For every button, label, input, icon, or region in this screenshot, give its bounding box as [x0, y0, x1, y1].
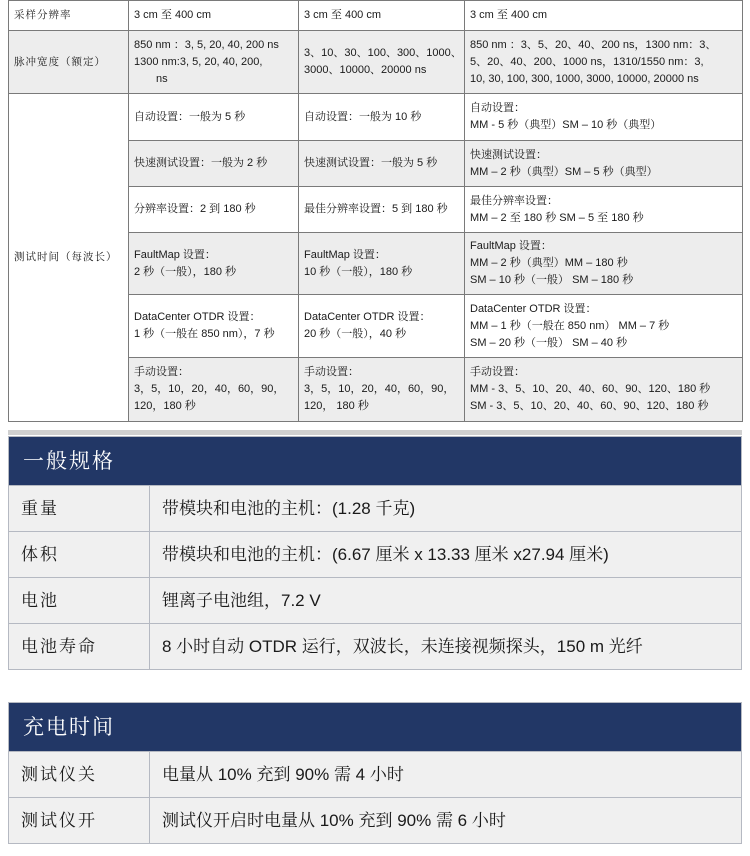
spec-key: 电池 [9, 578, 150, 623]
cell-line: SM – 10 秒（一般） SM – 180 秒 [470, 274, 634, 286]
cell-line: FaultMap 设置： [134, 248, 216, 261]
cell-line: 手动设置： [470, 366, 525, 378]
cell [465, 31, 743, 94]
cell [299, 187, 465, 233]
divider [8, 430, 742, 435]
spec-value: 带模块和电池的主机：(1.28 千克) [162, 499, 416, 518]
cell [299, 295, 465, 358]
row-label: 采样分辨率 [9, 1, 129, 31]
spec-row [9, 485, 741, 531]
cell-line: 快速测试设置：一般为 5 秒 [304, 157, 438, 169]
cell-line: 手动设置： [304, 366, 359, 378]
cell [299, 233, 465, 295]
cell [299, 31, 465, 94]
spec-row [9, 751, 741, 797]
cell-line: 20 秒（一般），40 秒 [304, 328, 407, 340]
cell-line: 最佳分辨率设置：5 到 180 秒 [304, 203, 448, 215]
spec-value: 带模块和电池的主机：(6.67 厘米 x 13.33 厘米 x27.94 厘米) [162, 545, 609, 564]
spec-row [9, 531, 741, 577]
cell-line: MM – 1 秒（一般在 850 nm） MM – 7 秒 [470, 319, 670, 332]
cell [129, 358, 299, 422]
cell-line: 自动设置： [470, 102, 525, 114]
spec-key: 重量 [9, 486, 150, 531]
cell-line: 120，180 秒 [134, 400, 196, 412]
spec-row [9, 623, 741, 669]
cell-line: 5、20、40、200、1000 ns，1310/1550 nm：3, [470, 55, 704, 68]
spec-value: 电量从 10% 充到 90% 需 4 小时 [162, 765, 404, 784]
cell-line: 120， 180 秒 [304, 400, 369, 412]
cell-line: FaultMap 设置： [470, 240, 552, 252]
cell: 3 cm 至 400 cm [299, 1, 465, 31]
cell: 3 cm 至 400 cm [465, 1, 743, 31]
cell [465, 94, 743, 141]
pulse-row [9, 31, 743, 94]
cell-line: 1300 nm:3, 5, 20, 40, 200, [134, 55, 263, 68]
cell-line: SM - 3、5、10、20、40、60、90、120、180 秒 [470, 400, 709, 412]
spec-row [9, 577, 741, 623]
row-label: 测试时间（每波长） [9, 94, 129, 422]
spec-row [9, 797, 741, 843]
cell-line: 3，5，10，20，40，60，90， [134, 383, 285, 395]
cell-line: 分辨率设置：2 到 180 秒 [134, 203, 256, 215]
spec-value: 锂离子电池组，7.2 V [162, 591, 321, 610]
cell-line: 3、10、30、100、300、1000、 [304, 47, 462, 59]
cell-line: 最佳分辨率设置： [470, 194, 558, 207]
cell-line: 自动设置：一般为 10 秒 [304, 110, 422, 123]
spec-value: 测试仪开启时电量从 10% 充到 90% 需 6 小时 [162, 811, 506, 830]
cell [129, 94, 299, 141]
spec-key: 测试仪关 [9, 752, 150, 797]
cell-line: 1 秒（一般在 850 nm），7 秒 [134, 328, 275, 340]
section-title: 充电时间 [9, 703, 741, 751]
cell [129, 187, 299, 233]
cell-line: 10, 30, 100, 300, 1000, 3000, 10000, 20000 ns [470, 72, 699, 85]
spec-key: 体积 [9, 532, 150, 577]
cell-line: FaultMap 设置： [304, 248, 386, 261]
cell-line: MM - 3、5、10、20、40、60、90、120、180 秒 [470, 383, 711, 395]
cell [129, 141, 299, 187]
cell-line: MM – 2 至 180 秒 SM – 5 至 180 秒 [470, 211, 644, 224]
cell-line: DataCenter OTDR 设置： [134, 311, 261, 323]
cell [465, 295, 743, 358]
cell-line: MM – 2 秒（典型）MM – 180 秒 [470, 257, 628, 269]
cell-line: 自动设置：一般为 5 秒 [134, 110, 246, 123]
cell-line: ns [156, 72, 168, 85]
cell [465, 233, 743, 295]
cell-line: 3000、10000、20000 ns [304, 64, 427, 76]
cell-line: 快速测试设置： [470, 148, 547, 161]
cell-line: 10 秒（一般），180 秒 [304, 265, 413, 278]
row-label: 脉冲宽度（额定） [9, 31, 129, 94]
cell-line: 850 nm ：3, 5, 20, 40, 200 ns [134, 38, 279, 51]
cell [465, 358, 743, 422]
charge-time-section [8, 702, 742, 844]
cell: 3 cm 至 400 cm [129, 1, 299, 31]
cell [129, 31, 299, 94]
cell [299, 141, 465, 187]
general-spec-section [8, 436, 742, 670]
cell [299, 94, 465, 141]
cell-line: 2 秒（一般），180 秒 [134, 265, 237, 278]
cell-line: MM - 5 秒（典型）SM – 10 秒（典型） [470, 119, 662, 131]
cell-line: 快速测试设置：一般为 2 秒 [134, 157, 268, 169]
spec-key: 测试仪开 [9, 798, 150, 843]
section-title: 一般规格 [9, 437, 741, 485]
cell-line: DataCenter OTDR 设置： [304, 311, 431, 323]
cell-line: 3，5，10，20，40，60，90， [304, 383, 455, 395]
cell [129, 233, 299, 295]
cell-line: SM – 20 秒（一般） SM – 40 秒 [470, 336, 628, 349]
cell-line: 手动设置： [134, 366, 189, 378]
cell-line: MM – 2 秒（典型）SM – 5 秒（典型） [470, 165, 658, 178]
cell [465, 141, 743, 187]
sampling-row [9, 1, 743, 31]
cell-line: 850 nm ：3、5、20、40、200 ns，1300 nm：3、 [470, 38, 717, 51]
spec-table [8, 0, 743, 422]
spec-key: 电池寿命 [9, 624, 150, 669]
test-time-row [9, 94, 743, 141]
cell-line: DataCenter OTDR 设置： [470, 302, 597, 315]
cell [129, 295, 299, 358]
spec-value: 8 小时自动 OTDR 运行，双波长，未连接视频探头，150 m 光纤 [162, 637, 643, 656]
cell [299, 358, 465, 422]
cell [465, 187, 743, 233]
